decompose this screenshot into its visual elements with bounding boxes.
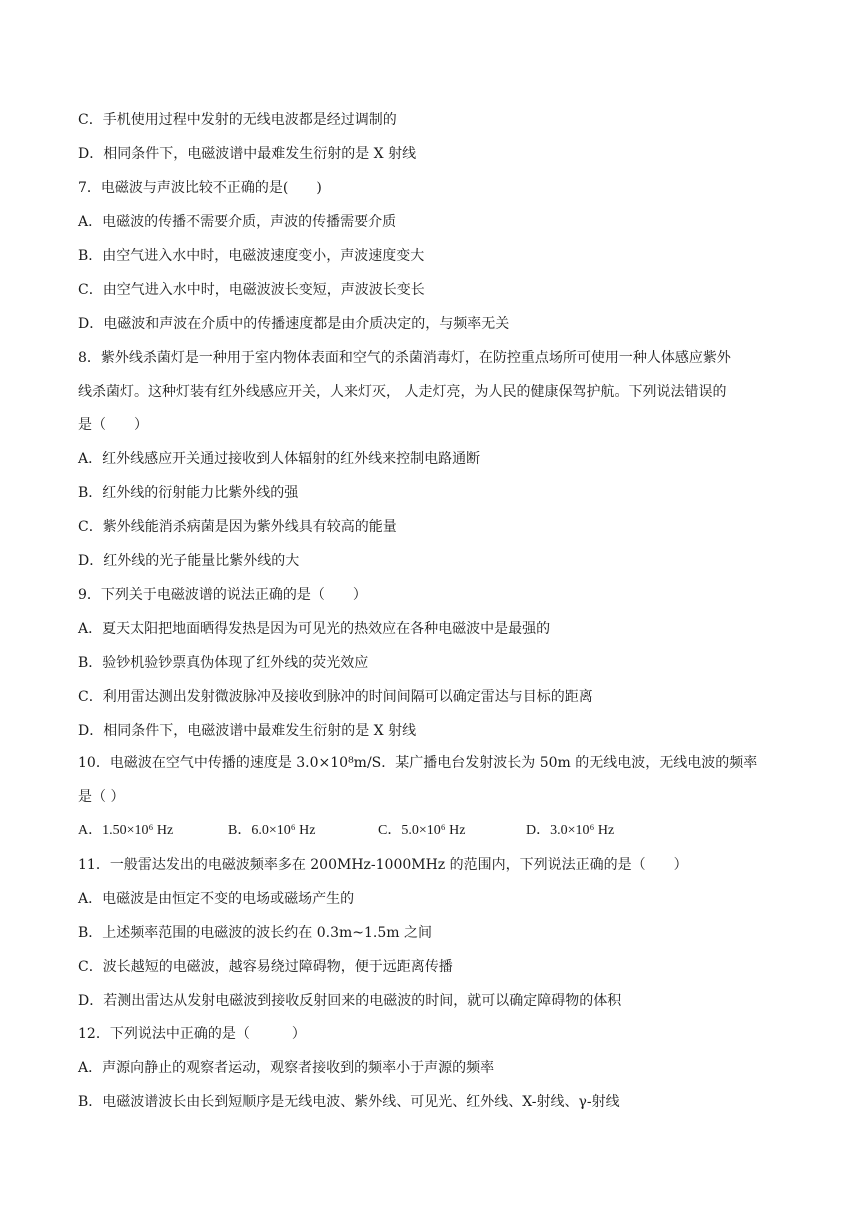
question-11-stem: 11．一般雷达发出的电磁波频率多在 200MHz-1000MHz 的范围内，下列说法正确的是（ ） xyxy=(78,857,688,873)
text-line: B．上述频率范围的电磁波的波长约在 0.3m~1.5m 之间 xyxy=(78,925,432,941)
text-line: D．红外线的光子能量比紫外线的大 xyxy=(78,553,300,569)
text-line: C．手机使用过程中发射的无线电波都是经过调制的 xyxy=(78,112,397,128)
text-line: 线杀菌灯。这种灯装有红外线感应开关，人来灯灭， 人走灯亮，为人民的健康保驾护航。下列说法错误的 xyxy=(78,384,727,400)
question-8-stem: 8．紫外线杀菌灯是一种用于室内物体表面和空气的杀菌消毒灯，在防控重点场所可使用一种人体感应紫外 xyxy=(78,350,731,366)
text-line: 是（ ） xyxy=(78,789,125,805)
text-line: A．电磁波是由恒定不变的电场或磁场产生的 xyxy=(78,891,355,907)
text-line: C．波长越短的电磁波，越容易绕过障碍物，便于远距离传播 xyxy=(78,959,453,975)
text-line: D．相同条件下，电磁波谱中最难发生衍射的是 X 射线 xyxy=(78,723,417,739)
question-12-stem: 12．下列说法中正确的是（ ） xyxy=(78,1026,306,1042)
option-c: C．5.0×10⁶ Hz xyxy=(378,823,466,838)
text-line: B．由空气进入水中时，电磁波速度变小，声波速度变大 xyxy=(78,248,425,264)
text-line: A．声源向静止的观察者运动，观察者接收到的频率小于声源的频率 xyxy=(78,1060,495,1076)
text-line: C．利用雷达测出发射微波脉冲及接收到脉冲的时间间隔可以确定雷达与目标的距离 xyxy=(78,689,593,705)
question-7-stem: 7．电磁波与声波比较不正确的是( ) xyxy=(78,180,322,196)
question-9-stem: 9．下列关于电磁波谱的说法正确的是（ ） xyxy=(78,587,367,603)
option-b: B．6.0×10⁶ Hz xyxy=(228,823,316,838)
text-line: D．相同条件下，电磁波谱中最难发生衍射的是 X 射线 xyxy=(78,146,417,162)
text-line: C．紫外线能消杀病菌是因为紫外线具有较高的能量 xyxy=(78,519,397,535)
option-a: A．1.50×10⁶ Hz xyxy=(78,823,174,838)
text-line: B．红外线的衍射能力比紫外线的强 xyxy=(78,485,299,501)
text-line: D．电磁波和声波在介质中的传播速度都是由介质决定的，与频率无关 xyxy=(78,316,510,332)
text-line: 是（ ） xyxy=(78,417,148,433)
text-line: D．若测出雷达从发射电磁波到接收反射回来的电磁波的时间，就可以确定障碍物的体积 xyxy=(78,993,622,1009)
text-line: B．电磁波谱波长由长到短顺序是无线电波、紫外线、可见光、红外线、X-射线、γ-射线 xyxy=(78,1094,620,1110)
question-10-stem: 10．电磁波在空气中传播的速度是 3.0×10⁸m/S．某广播电台发射波长为 50m 的无线电波，无线电波的频率 xyxy=(78,755,758,771)
text-line: C．由空气进入水中时，电磁波波长变短，声波波长变长 xyxy=(78,282,425,298)
text-line: B．验钞机验钞票真伪体现了红外线的荧光效应 xyxy=(78,655,369,671)
text-line: A．电磁波的传播不需要介质，声波的传播需要介质 xyxy=(78,214,397,230)
text-line: A．红外线感应开关通过接收到人体辐射的红外线来控制电路通断 xyxy=(78,451,481,467)
text-line: A．夏天太阳把地面晒得发热是因为可见光的热效应在各种电磁波中是最强的 xyxy=(78,621,551,637)
option-d: D．3.0×10⁶ Hz xyxy=(526,823,615,838)
